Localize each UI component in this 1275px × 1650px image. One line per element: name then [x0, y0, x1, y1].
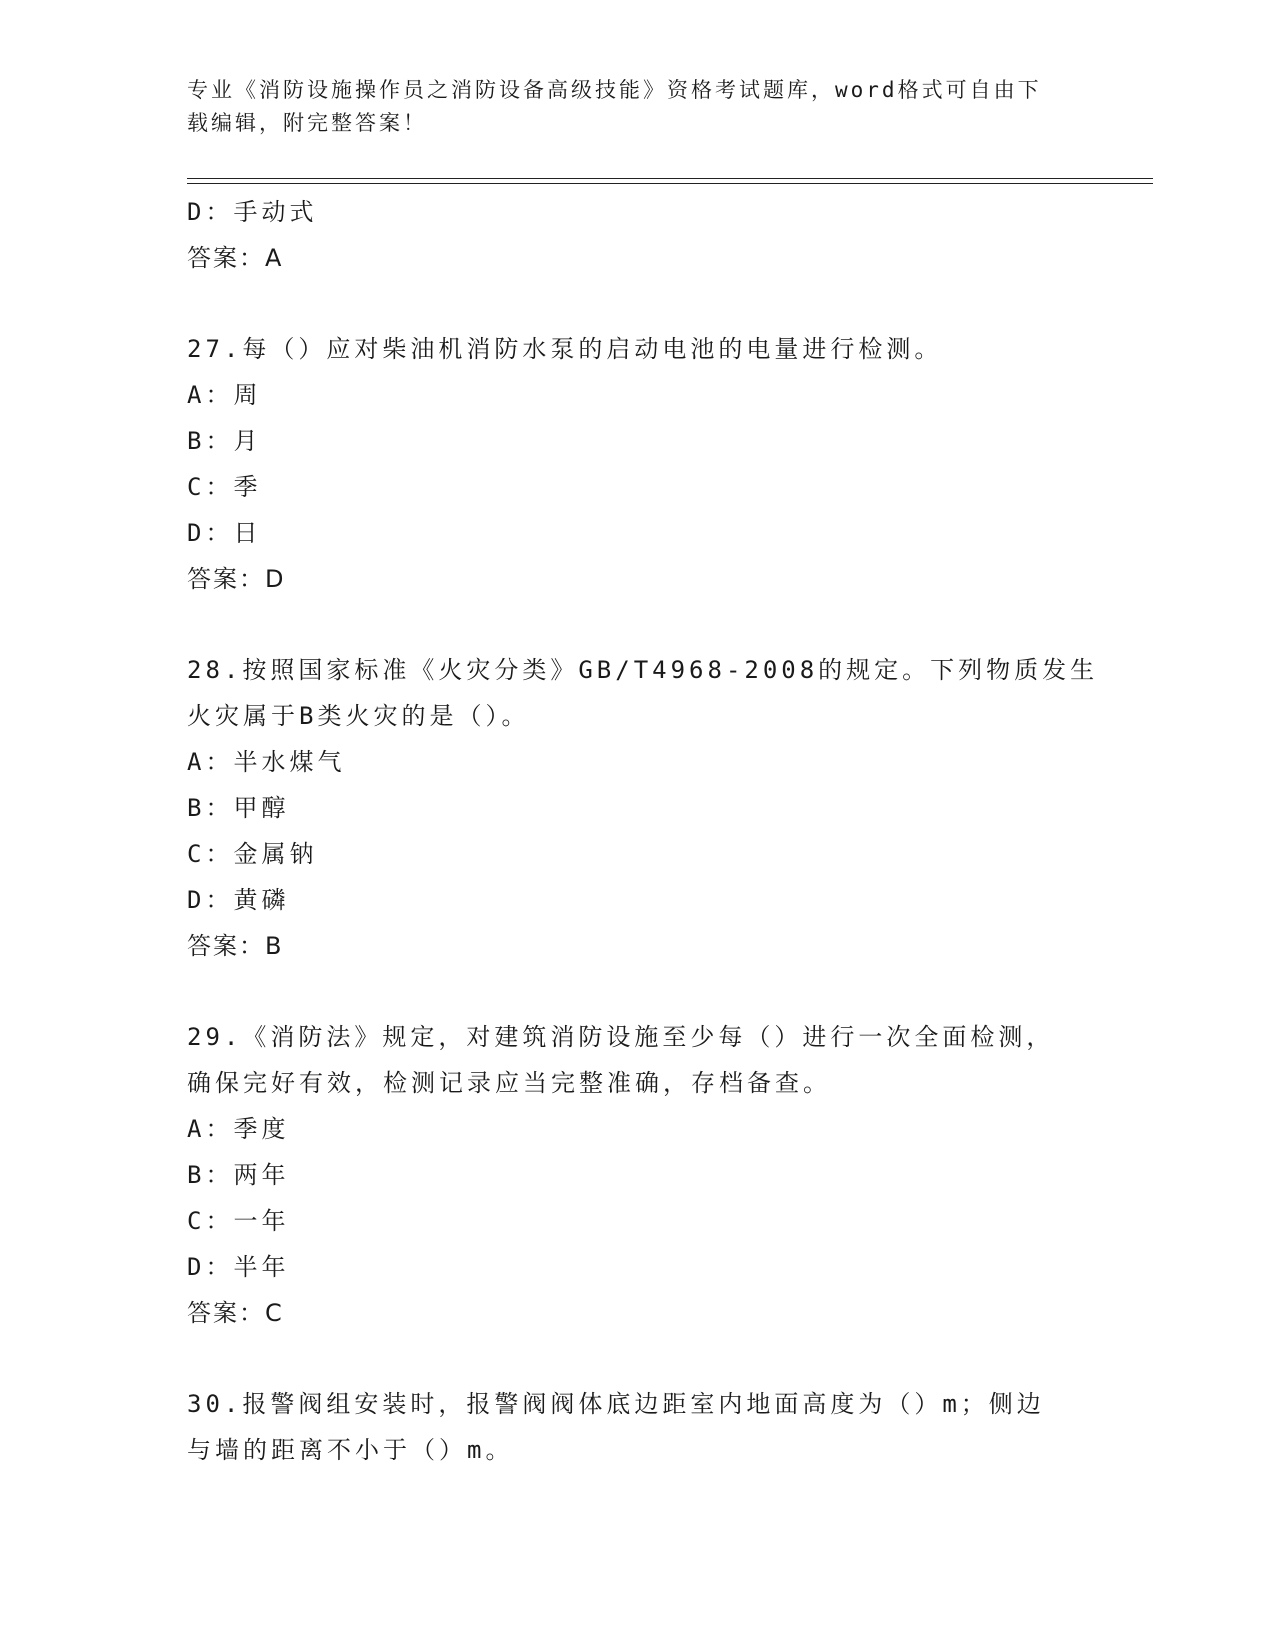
question-stem-line: 火灾属于B类火灾的是（）。: [187, 702, 530, 730]
header-divider-bottom: [187, 183, 1153, 184]
question-stem-line: 28.按照国家标准《火灾分类》GB/T4968-2008的规定。下列物质发生: [187, 656, 1099, 684]
question-list: [187, 189, 1099, 1473]
option-c: C：金属钠: [187, 840, 318, 868]
question-stem-line: 确保完好有效，检测记录应当完整准确，存档备查。: [187, 1069, 831, 1097]
option-b: B：两年: [187, 1161, 290, 1189]
option-d: D：半年: [187, 1253, 290, 1281]
option-c: C：一年: [187, 1207, 290, 1235]
option-a: A：周: [187, 381, 262, 409]
answer-line: 答案：B: [187, 932, 284, 960]
answer-line: 答案：C: [187, 1299, 284, 1327]
question-stem-line: 与墙的距离不小于（）m。: [187, 1436, 514, 1464]
question-30: [187, 1381, 1087, 1473]
question-stem-line: 29.《消防法》规定，对建筑消防设施至少每（）进行一次全面检测，: [187, 1023, 1055, 1051]
header-divider-top: [187, 178, 1153, 179]
question-stem-line: 27.每（）应对柴油机消防水泵的启动电池的电量进行检测。: [187, 335, 943, 363]
previous-question-tail: [187, 189, 1087, 281]
header-line-2: 载编辑，附完整答案！: [187, 111, 427, 135]
option-b: B：月: [187, 427, 262, 455]
option-a: A：半水煤气: [187, 748, 346, 776]
option-a: A：季度: [187, 1115, 290, 1143]
document-header: [187, 74, 1067, 140]
option-d: D：手动式: [187, 198, 318, 226]
question-27: [187, 326, 1087, 602]
option-d: D：黄磷: [187, 886, 290, 914]
question-stem-line: 30.报警阀组安装时，报警阀阀体底边距室内地面高度为（）m；侧边: [187, 1390, 1045, 1418]
option-c: C：季: [187, 473, 262, 501]
option-b: B：甲醇: [187, 794, 290, 822]
option-d: D：日: [187, 519, 262, 547]
answer-line: 答案：D: [187, 565, 286, 593]
header-line-1: 专业《消防设施操作员之消防设备高级技能》资格考试题库，word格式可自由下: [187, 78, 1042, 102]
question-29: [187, 1014, 1087, 1336]
question-28: [187, 647, 1099, 969]
answer-line: 答案：A: [187, 244, 284, 272]
